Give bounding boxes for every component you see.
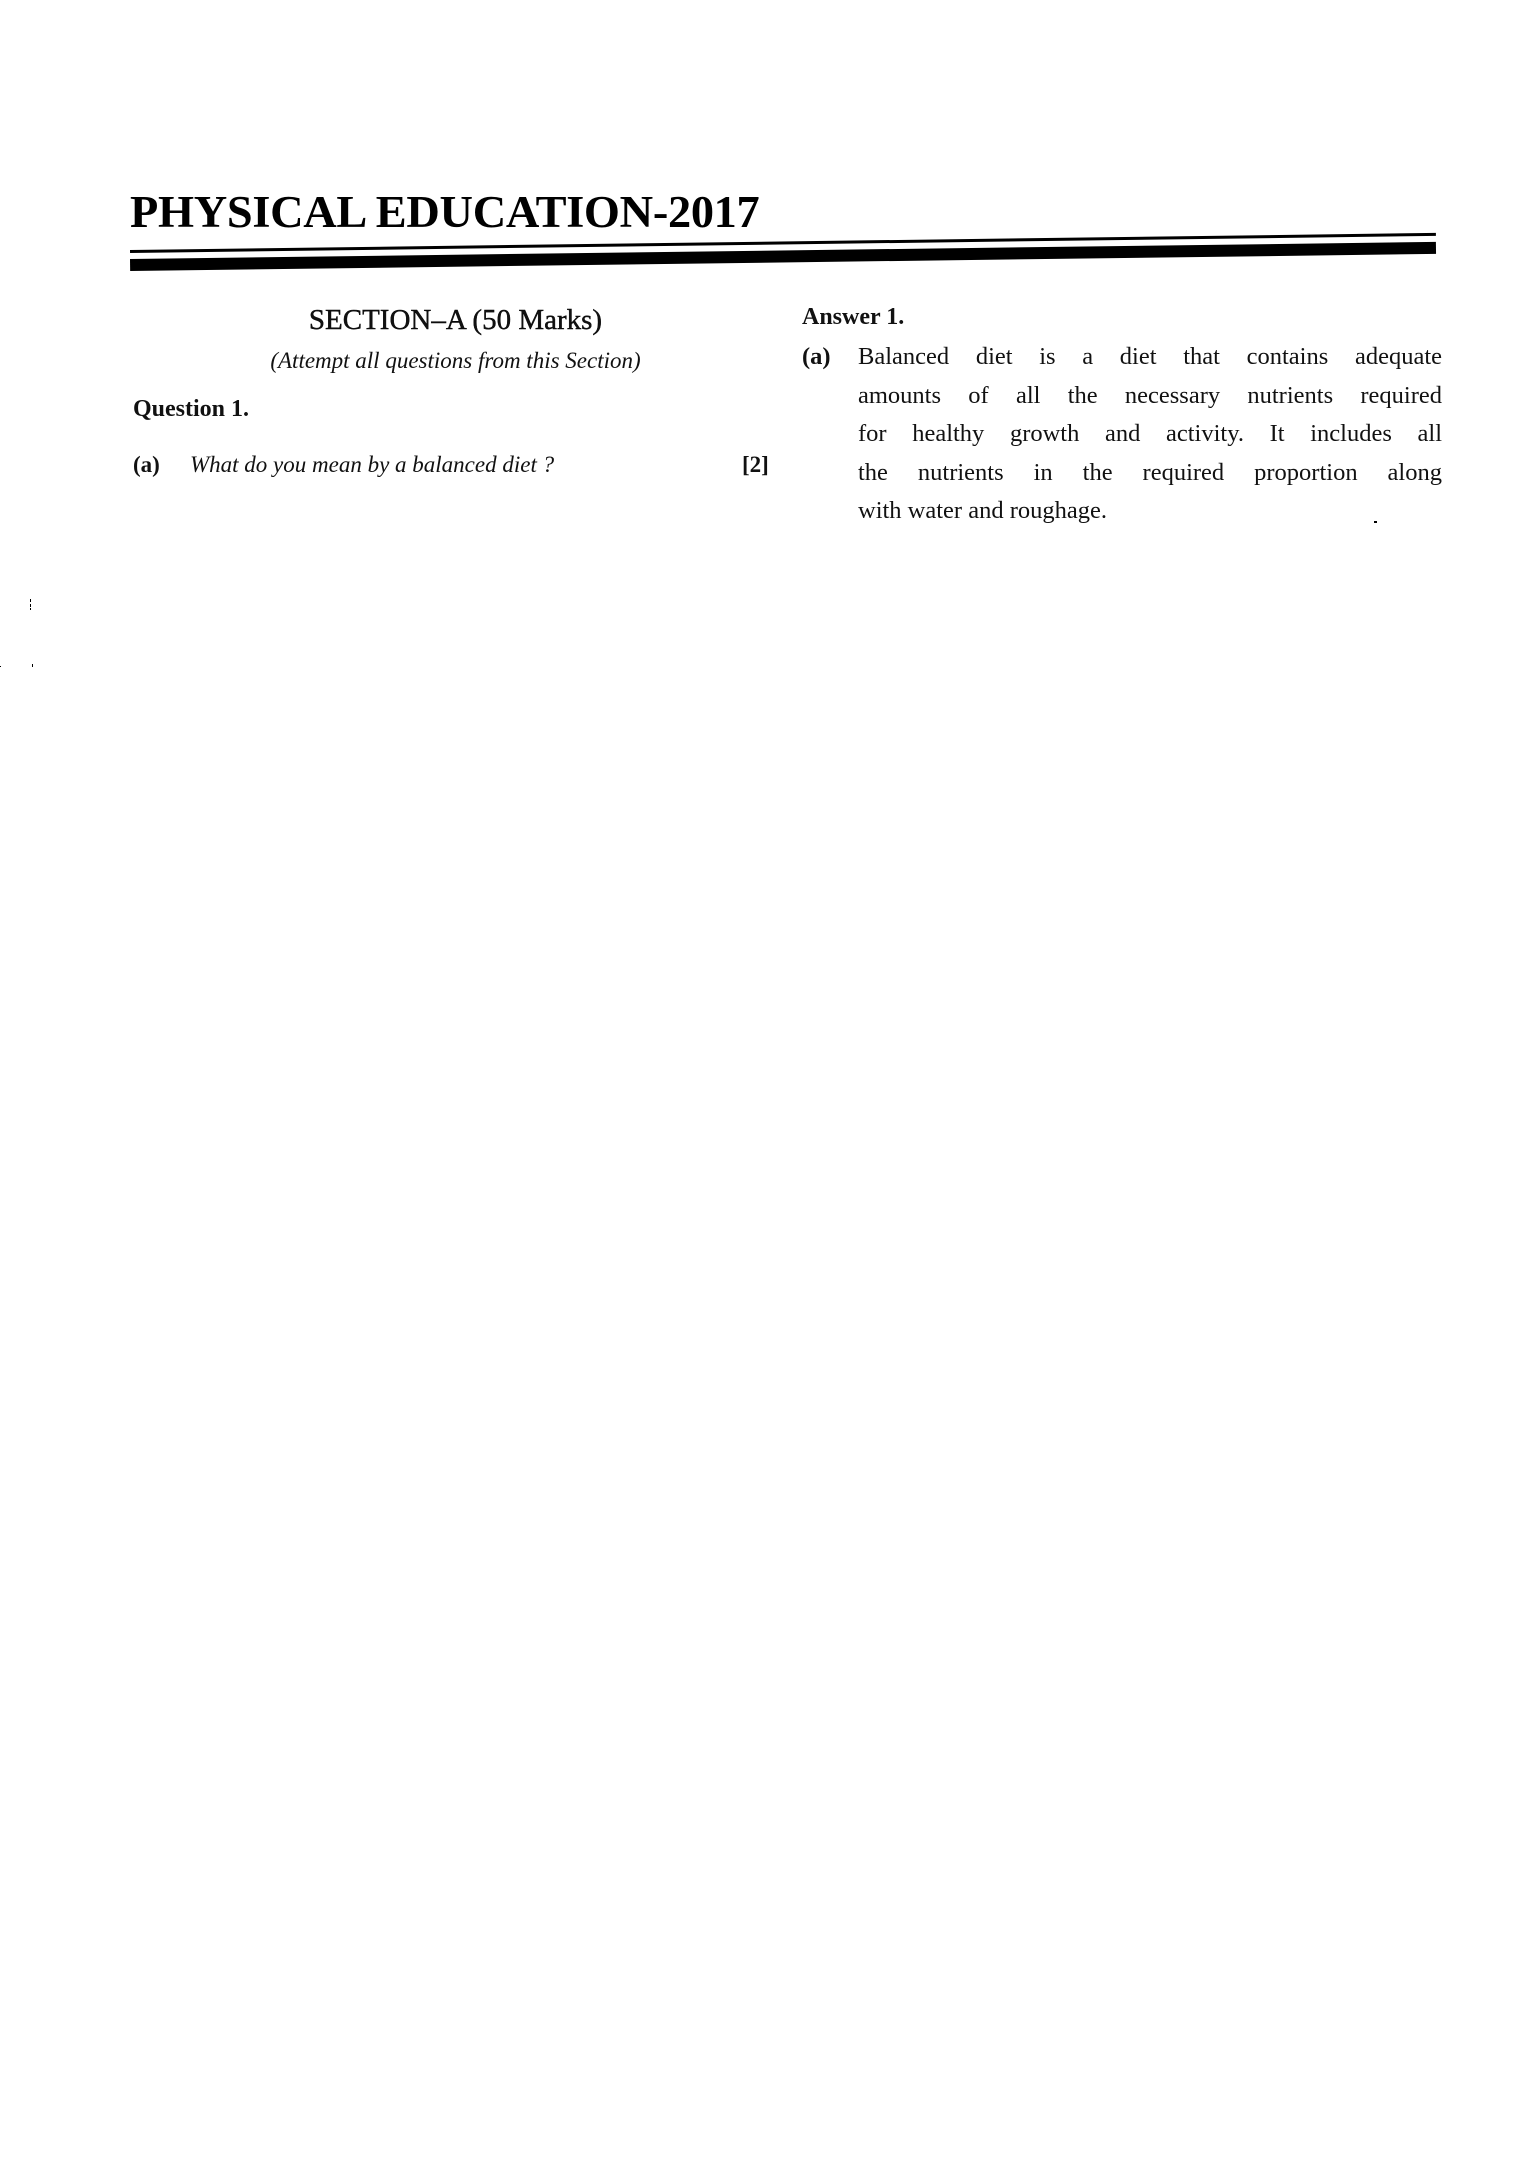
question-column [133, 300, 778, 482]
question-item [133, 448, 778, 482]
scan-speck [0, 666, 1, 667]
answer-item [802, 338, 1442, 531]
title-rule-thick [130, 242, 1436, 271]
question-label: Question 1. [133, 396, 250, 422]
answer-column [802, 300, 1442, 531]
question-text: What do you mean by a balanced diet ? [190, 452, 555, 477]
section-heading: SECTION–A (50 Marks) [308, 304, 603, 336]
answer-label: Answer 1. [802, 304, 905, 330]
question-marks: [2] [742, 452, 769, 477]
answer-line: with water and roughage. [858, 497, 1107, 524]
answer-line: Balanced diet is a diet that contains adequate [858, 343, 1442, 370]
answer-line: the nutrients in the required proportion along [858, 458, 1442, 486]
answer-line: amounts of all the necessary nutrients required [858, 381, 1442, 409]
scan-speck [32, 664, 33, 667]
scan-speck [1374, 521, 1377, 523]
answer-text [858, 338, 1442, 531]
scan-speck [30, 604, 31, 607]
question-part-marker: (a) [133, 452, 160, 477]
answer-line: for healthy growth and activity. It includes all [858, 420, 1442, 447]
scan-speck [30, 608, 31, 610]
scan-speck [30, 599, 31, 602]
answer-part-marker: (a) [802, 343, 831, 370]
section-instruction: (Attempt all questions from this Section) [270, 348, 641, 373]
page-title: PHYSICAL EDUCATION-2017 [130, 187, 760, 237]
